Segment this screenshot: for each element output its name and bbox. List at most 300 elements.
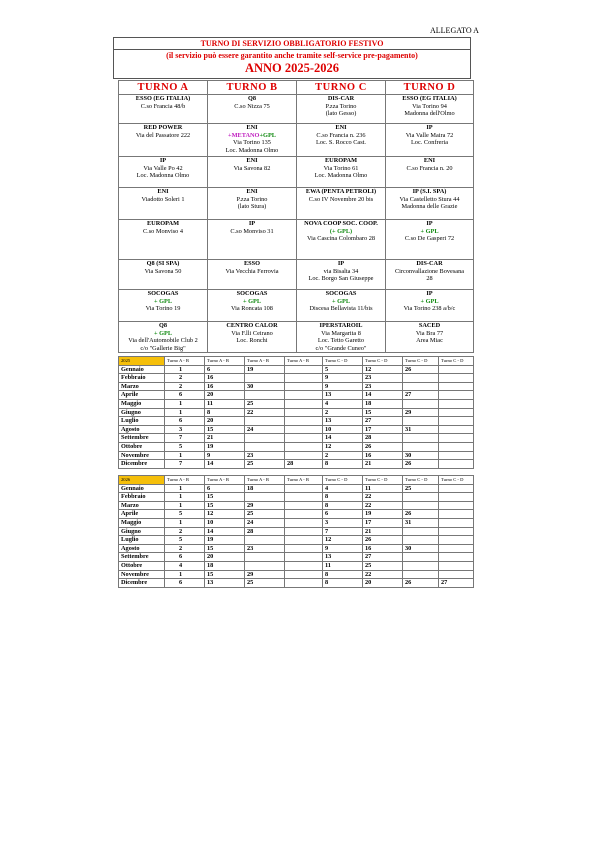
date-cell: 25 xyxy=(363,561,403,570)
date-cell: 15 xyxy=(205,425,245,434)
station-name: ESSO (EG ITALIA) xyxy=(402,95,457,102)
allegato-label: ALLEGATO A xyxy=(430,26,479,35)
date-cell xyxy=(403,382,439,391)
fuel-info xyxy=(298,298,384,306)
calendar-2025-table xyxy=(118,356,474,469)
station-cell xyxy=(297,188,386,220)
station-address: Loc. Madonna Olmo xyxy=(136,172,190,180)
date-cell: 16 xyxy=(363,544,403,553)
date-cell: 13 xyxy=(205,579,245,588)
date-cell: 24 xyxy=(245,425,285,434)
date-cell: 19 xyxy=(245,365,285,374)
calendar-header-row xyxy=(119,357,474,366)
month-name: Dicembre xyxy=(119,460,165,469)
date-cell: 14 xyxy=(205,527,245,536)
date-cell: 15 xyxy=(205,570,245,579)
station-address: Via Torino 135 xyxy=(233,139,271,147)
date-cell: 1 xyxy=(165,451,205,460)
station-address: C.so Nizza 75 xyxy=(234,102,270,110)
station-cell xyxy=(119,95,208,124)
fuel-info xyxy=(387,298,472,306)
station-address: Loc. Borgo San Giuseppe xyxy=(308,275,374,283)
date-cell: 2 xyxy=(165,374,205,383)
station-name: RED POWER xyxy=(143,124,183,131)
station-address: Loc. Confreria xyxy=(410,139,449,147)
date-cell: 4 xyxy=(323,399,363,408)
month-name: Settembre xyxy=(119,553,165,562)
station-row xyxy=(119,290,474,322)
station-address: Via del Passatore 222 xyxy=(135,131,191,139)
date-cell: 20 xyxy=(205,391,245,400)
month-name: Novembre xyxy=(119,451,165,460)
date-cell: 15 xyxy=(363,408,403,417)
date-cell xyxy=(439,417,474,426)
station-address: Madonna delle Grazie xyxy=(401,203,458,211)
station-name: ENI xyxy=(246,124,258,131)
month-row xyxy=(119,484,474,493)
date-cell xyxy=(439,408,474,417)
date-cell: 24 xyxy=(245,518,285,527)
date-cell: 2 xyxy=(323,408,363,417)
date-cell: 16 xyxy=(363,451,403,460)
date-cell: 18 xyxy=(363,399,403,408)
station-cell xyxy=(119,260,208,290)
station-cell xyxy=(386,220,474,260)
fuel-info xyxy=(209,298,295,306)
date-cell: 5 xyxy=(165,510,205,519)
station-name: SOCOGAS xyxy=(236,290,268,297)
date-cell: 1 xyxy=(165,408,205,417)
date-cell xyxy=(439,510,474,519)
date-cell: 27 xyxy=(363,553,403,562)
date-cell: 8 xyxy=(323,570,363,579)
date-cell: 22 xyxy=(363,501,403,510)
station-address: Via Torino 19 xyxy=(145,305,181,313)
date-cell: 1 xyxy=(165,484,205,493)
station-address: Loc. Madonna Olmo xyxy=(314,172,368,180)
station-name: EUROPAM xyxy=(324,157,358,164)
calendar-header-row xyxy=(119,476,474,485)
date-cell: 2 xyxy=(165,544,205,553)
fuel-info xyxy=(298,228,384,236)
station-address: C.so Francia n. 20 xyxy=(406,164,453,172)
fuel-info xyxy=(120,330,206,338)
station-cell xyxy=(386,322,474,353)
date-cell: 20 xyxy=(205,553,245,562)
station-name: IP xyxy=(426,290,433,297)
date-cell: 26 xyxy=(403,460,439,469)
station-name: ENI xyxy=(335,124,347,131)
station-name: IP xyxy=(159,157,167,164)
month-name: Giugno xyxy=(119,527,165,536)
month-name: Febbraio xyxy=(119,374,165,383)
date-cell: 2 xyxy=(323,451,363,460)
station-row xyxy=(119,220,474,260)
month-name: Marzo xyxy=(119,382,165,391)
date-cell xyxy=(245,374,285,383)
turno-column-header: Turno A - B xyxy=(205,476,245,485)
month-row xyxy=(119,399,474,408)
turno-column-header: Turno C - D xyxy=(403,476,439,485)
date-cell xyxy=(245,442,285,451)
date-cell: 29 xyxy=(245,501,285,510)
date-cell: 25 xyxy=(245,510,285,519)
date-cell: 21 xyxy=(205,434,245,443)
month-row xyxy=(119,553,474,562)
date-cell: 15 xyxy=(205,493,245,502)
date-cell: 22 xyxy=(245,408,285,417)
station-address: P.zza Torino xyxy=(325,102,357,110)
station-cell xyxy=(297,95,386,124)
date-cell: 13 xyxy=(323,417,363,426)
fuel-label: +METANO xyxy=(227,131,260,139)
date-cell xyxy=(285,493,323,502)
date-cell xyxy=(285,451,323,460)
date-cell: 9 xyxy=(205,451,245,460)
station-address: Via Valle Po 42 xyxy=(143,164,183,172)
station-address: Loc. Tetto Garetto xyxy=(317,337,365,345)
turno-column-header: Turno C - D xyxy=(403,357,439,366)
date-cell: 3 xyxy=(165,425,205,434)
station-name: NOVA COOP SOC. COOP. xyxy=(304,220,378,227)
date-cell: 19 xyxy=(363,510,403,519)
header-year: ANNO 2025-2026 xyxy=(244,61,340,76)
station-address: Via Torino 61 xyxy=(323,164,359,172)
date-cell: 8 xyxy=(323,493,363,502)
date-cell: 11 xyxy=(363,484,403,493)
date-cell xyxy=(285,536,323,545)
header-subtitle: (il servizio può essere garantito anche tramite self-service pre-pagamento) xyxy=(166,51,418,61)
date-cell: 19 xyxy=(205,536,245,545)
date-cell: 17 xyxy=(363,425,403,434)
date-cell: 1 xyxy=(165,501,205,510)
date-cell: 6 xyxy=(205,365,245,374)
date-cell: 6 xyxy=(165,391,205,400)
date-cell: 25 xyxy=(245,579,285,588)
turno-d-header: TURNO D xyxy=(386,81,474,95)
date-cell: 1 xyxy=(165,493,205,502)
date-cell xyxy=(439,561,474,570)
date-cell xyxy=(285,391,323,400)
date-cell xyxy=(285,434,323,443)
station-name: DIS-CAR xyxy=(327,95,355,102)
month-row xyxy=(119,451,474,460)
station-cell xyxy=(119,157,208,188)
station-address: Via Torino 238 a/b/c xyxy=(403,305,456,313)
turno-column-header: Turno A - B xyxy=(285,476,323,485)
date-cell xyxy=(439,518,474,527)
date-cell xyxy=(245,561,285,570)
station-name: IP xyxy=(426,124,433,131)
date-cell: 2 xyxy=(165,382,205,391)
date-cell xyxy=(403,570,439,579)
station-address: Discesa Bellavista 11/bis xyxy=(309,305,373,313)
turno-column-header: Turno A - B xyxy=(285,357,323,366)
month-name: Agosto xyxy=(119,425,165,434)
station-cell xyxy=(208,95,297,124)
station-cell xyxy=(386,290,474,322)
station-name: IP xyxy=(248,220,256,227)
station-row xyxy=(119,157,474,188)
station-address: C.so De Gasperi 72 xyxy=(404,235,455,243)
month-name: Aprile xyxy=(119,510,165,519)
month-row xyxy=(119,570,474,579)
month-row xyxy=(119,460,474,469)
date-cell xyxy=(285,365,323,374)
date-cell: 12 xyxy=(205,510,245,519)
station-row xyxy=(119,322,474,353)
date-cell: 8 xyxy=(323,501,363,510)
date-cell: 29 xyxy=(403,408,439,417)
turno-column-header: Turno A - B xyxy=(245,476,285,485)
date-cell: 26 xyxy=(403,365,439,374)
date-cell: 8 xyxy=(323,579,363,588)
date-cell: 29 xyxy=(245,570,285,579)
date-cell xyxy=(285,501,323,510)
month-row xyxy=(119,365,474,374)
month-row xyxy=(119,408,474,417)
date-cell: 19 xyxy=(205,442,245,451)
date-cell xyxy=(439,382,474,391)
date-cell: 12 xyxy=(323,442,363,451)
date-cell xyxy=(285,382,323,391)
date-cell xyxy=(285,408,323,417)
date-cell: 21 xyxy=(363,460,403,469)
station-name: DIS-CAR xyxy=(416,260,443,267)
date-cell xyxy=(403,493,439,502)
month-name: Aprile xyxy=(119,391,165,400)
turno-column-header: Turno A - B xyxy=(205,357,245,366)
date-cell xyxy=(439,484,474,493)
date-cell: 1 xyxy=(165,399,205,408)
station-name: Q8 xyxy=(158,322,168,329)
station-address: C.so Monviso 4 xyxy=(142,227,184,235)
date-cell xyxy=(285,518,323,527)
date-cell xyxy=(403,553,439,562)
date-cell: 10 xyxy=(205,518,245,527)
date-cell xyxy=(285,442,323,451)
month-row xyxy=(119,527,474,536)
date-cell: 28 xyxy=(363,434,403,443)
month-row xyxy=(119,374,474,383)
month-row xyxy=(119,382,474,391)
month-name: Agosto xyxy=(119,544,165,553)
date-cell: 5 xyxy=(165,442,205,451)
date-cell: 27 xyxy=(403,391,439,400)
date-cell xyxy=(285,544,323,553)
date-cell: 16 xyxy=(205,374,245,383)
month-name: Maggio xyxy=(119,518,165,527)
date-cell: 23 xyxy=(363,374,403,383)
date-cell: 30 xyxy=(245,382,285,391)
month-name: Luglio xyxy=(119,536,165,545)
date-cell: 15 xyxy=(205,544,245,553)
station-name: ENI xyxy=(157,188,169,195)
date-cell xyxy=(439,553,474,562)
date-cell: 9 xyxy=(323,382,363,391)
date-cell xyxy=(439,493,474,502)
station-cell xyxy=(208,124,297,157)
date-cell: 22 xyxy=(363,493,403,502)
year-label: 2025 xyxy=(119,357,165,366)
station-address: c/o "Grande Cuneo" xyxy=(315,344,367,352)
date-cell xyxy=(285,561,323,570)
station-name: EUROPAM xyxy=(146,220,180,227)
date-cell: 22 xyxy=(363,570,403,579)
station-name: IP (S.I. SPA) xyxy=(412,188,447,195)
station-cell xyxy=(208,290,297,322)
date-cell: 27 xyxy=(439,579,474,588)
date-cell: 26 xyxy=(363,536,403,545)
date-cell: 5 xyxy=(323,365,363,374)
date-cell xyxy=(285,579,323,588)
station-cell xyxy=(208,157,297,188)
station-name: ENI xyxy=(246,188,258,195)
date-cell xyxy=(403,374,439,383)
station-cell xyxy=(119,220,208,260)
station-row xyxy=(119,124,474,157)
month-name: Luglio xyxy=(119,417,165,426)
month-row xyxy=(119,425,474,434)
station-address: Via Savona 50 xyxy=(144,267,182,275)
date-cell: 2 xyxy=(165,527,205,536)
station-address: Via Vecchia Ferrovia xyxy=(225,267,279,275)
turno-column-header: Turno C - D xyxy=(323,476,363,485)
date-cell: 11 xyxy=(205,399,245,408)
turno-column-header: Turno A - B xyxy=(165,357,205,366)
station-name: Q8 (SI SPA) xyxy=(146,260,180,267)
date-cell xyxy=(439,399,474,408)
date-cell: 13 xyxy=(323,553,363,562)
date-cell xyxy=(439,460,474,469)
date-cell: 4 xyxy=(165,561,205,570)
fuel-info xyxy=(387,228,472,236)
station-address: Loc. S. Rocco Cast. xyxy=(315,139,367,147)
station-address: C.so Francia n. 236 xyxy=(316,131,366,139)
turno-column-header: Turno C - D xyxy=(363,357,403,366)
month-row xyxy=(119,561,474,570)
date-cell xyxy=(439,536,474,545)
date-cell: 12 xyxy=(323,536,363,545)
fuel-info xyxy=(120,298,206,306)
date-cell xyxy=(403,536,439,545)
date-cell: 25 xyxy=(403,484,439,493)
station-address: Via Bra 77 xyxy=(415,329,444,337)
station-cell xyxy=(119,322,208,353)
station-name: IPERSTAROIL xyxy=(319,322,363,329)
station-address: c/o "Gallerie Big" xyxy=(140,344,186,352)
date-cell: 8 xyxy=(205,408,245,417)
fuel-label: + GPL xyxy=(331,297,351,305)
date-cell xyxy=(403,434,439,443)
date-cell: 27 xyxy=(363,417,403,426)
date-cell xyxy=(439,365,474,374)
date-cell xyxy=(285,425,323,434)
date-cell xyxy=(245,553,285,562)
station-cell xyxy=(208,322,297,353)
month-row xyxy=(119,493,474,502)
month-row xyxy=(119,518,474,527)
date-cell xyxy=(439,425,474,434)
date-cell xyxy=(439,570,474,579)
date-cell: 18 xyxy=(245,484,285,493)
station-address: Via Valle Maira 72 xyxy=(405,131,454,139)
month-name: Maggio xyxy=(119,399,165,408)
station-cell xyxy=(297,322,386,353)
month-name: Settembre xyxy=(119,434,165,443)
station-cell xyxy=(297,220,386,260)
stations-table xyxy=(118,80,474,353)
station-name: Q8 xyxy=(247,95,257,102)
date-cell: 16 xyxy=(205,382,245,391)
month-name: Dicembre xyxy=(119,579,165,588)
station-address: Viadotto Soleri 1 xyxy=(141,195,185,203)
date-cell: 14 xyxy=(323,434,363,443)
date-cell: 26 xyxy=(403,510,439,519)
date-cell: 6 xyxy=(205,484,245,493)
date-cell xyxy=(439,374,474,383)
date-cell xyxy=(439,391,474,400)
fuel-label: + GPL xyxy=(420,297,439,305)
date-cell xyxy=(285,417,323,426)
date-cell xyxy=(403,561,439,570)
date-cell: 7 xyxy=(323,527,363,536)
date-cell: 23 xyxy=(363,382,403,391)
date-cell xyxy=(403,501,439,510)
stations-body xyxy=(119,95,474,353)
document-header xyxy=(113,37,471,79)
date-cell xyxy=(439,501,474,510)
date-cell: 25 xyxy=(245,460,285,469)
date-cell: 6 xyxy=(165,579,205,588)
station-cell xyxy=(297,157,386,188)
fuel-label: + GPL xyxy=(153,297,173,305)
station-address: Madonna dell'Olmo xyxy=(404,110,455,118)
date-cell: 23 xyxy=(245,544,285,553)
turno-column-header: Turno A - B xyxy=(165,476,205,485)
station-name: EWA (PENTA PETROLI) xyxy=(305,188,377,195)
date-cell: 12 xyxy=(363,365,403,374)
date-cell xyxy=(285,527,323,536)
date-cell: 9 xyxy=(323,374,363,383)
turno-column-header: Turno C - D xyxy=(363,476,403,485)
station-name: IP xyxy=(426,220,433,227)
year-label: 2026 xyxy=(119,476,165,485)
station-address: Via Torino 94 xyxy=(412,102,447,110)
date-cell: 30 xyxy=(403,544,439,553)
station-name: SOCOGAS xyxy=(325,290,357,297)
station-address: Via Margarita 8 xyxy=(321,329,361,337)
date-cell xyxy=(245,434,285,443)
date-cell xyxy=(403,417,439,426)
date-cell xyxy=(285,484,323,493)
turni-header-row xyxy=(119,81,474,95)
fuel-label: (+ GPL) xyxy=(329,227,353,235)
station-address: 28 xyxy=(426,275,433,283)
station-address: (lato Stura) xyxy=(237,203,267,211)
date-cell xyxy=(285,510,323,519)
station-address: Circonvallazione Bovesana xyxy=(394,267,465,275)
station-address: C.so Monviso 31 xyxy=(230,227,274,235)
date-cell: 18 xyxy=(205,561,245,570)
station-address: C.so Francia 48/b xyxy=(140,102,186,110)
station-cell xyxy=(386,157,474,188)
turno-c-header: TURNO C xyxy=(297,81,386,95)
date-cell: 14 xyxy=(363,391,403,400)
station-address: Loc. Madonna Olmo xyxy=(225,146,279,154)
date-cell: 31 xyxy=(403,425,439,434)
date-cell xyxy=(245,536,285,545)
